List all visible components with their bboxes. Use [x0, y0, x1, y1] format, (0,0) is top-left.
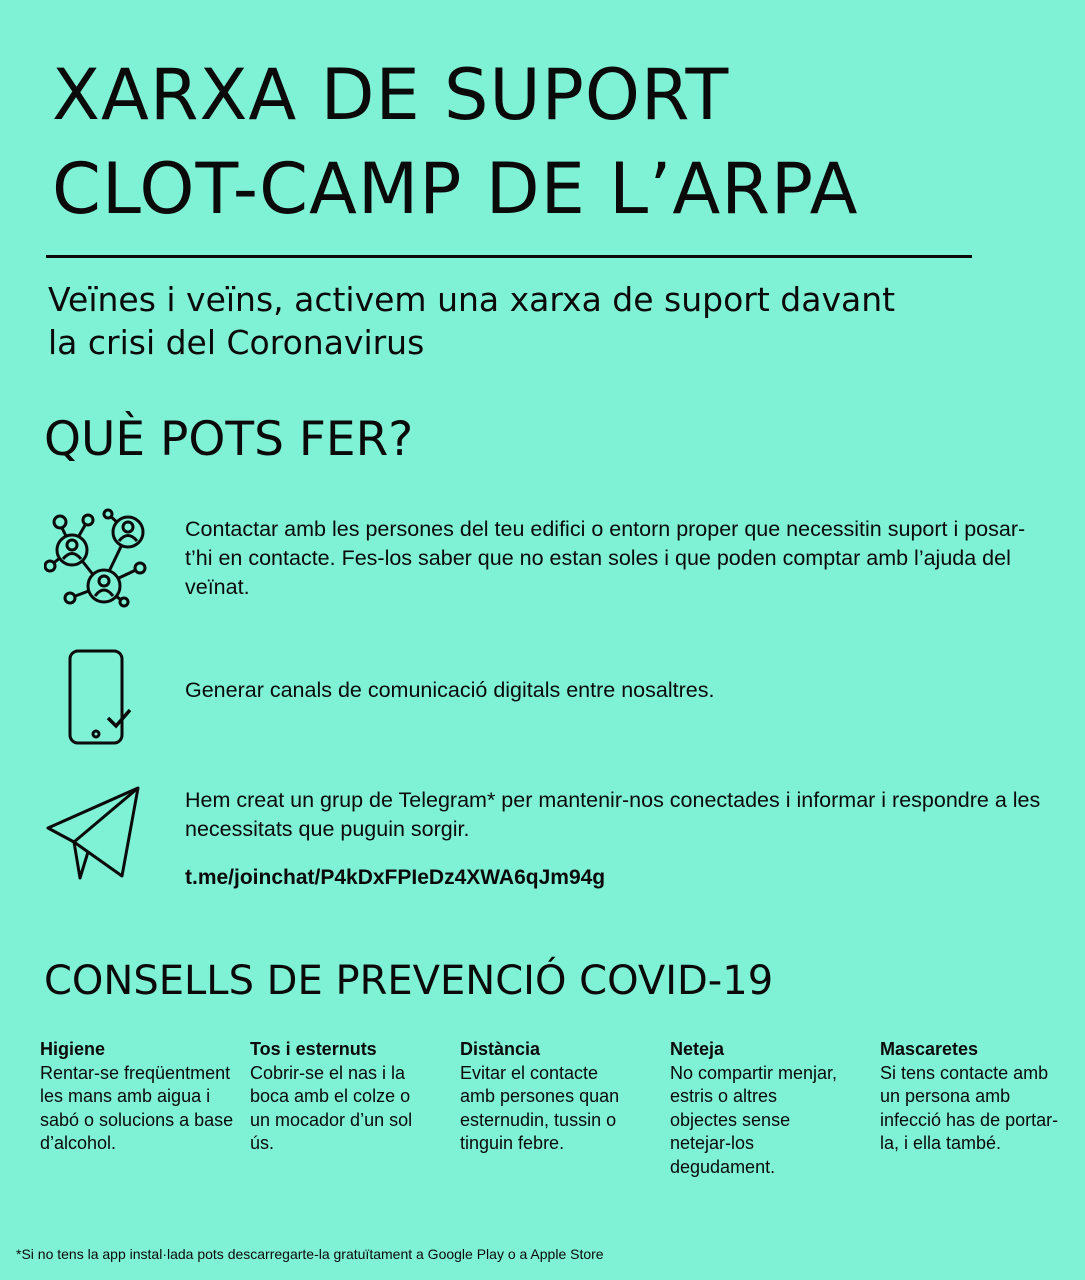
actions-section-title: QUÈ POTS FER? [44, 412, 414, 467]
tip-cleaning [670, 1038, 840, 1179]
tip-title: Distància [460, 1039, 541, 1059]
tip-title: Neteja [670, 1039, 725, 1059]
tip-body: No compartir menjar, estris o altres objectes sense netejar-los degudament. [670, 1062, 838, 1177]
tip-masks [880, 1038, 1060, 1156]
telegram-paper-plane-icon [44, 784, 144, 884]
tip-body: Cobrir-se el nas i la boca amb el colze o un mocador d’un sol ús. [250, 1062, 413, 1153]
tip-title: Tos i esternuts [250, 1039, 377, 1059]
action-contact-neighbours: Contactar amb les persones del teu edifici o entorn proper que necessitin suport i posar-t’hi en contacte. Fes-los saber que no estan soles i que poden comptar amb l’ajuda del veïnat. [185, 517, 1026, 599]
tip-body: Evitar el contacte amb persones quan esternudin, tussin o tinguin febre. [460, 1062, 620, 1153]
tip-title: Higiene [40, 1039, 106, 1059]
tip-cough-sneeze [250, 1038, 420, 1156]
title-line-2: CLOT-CAMP DE L’ARPA [52, 148, 859, 230]
subtitle [48, 278, 1008, 364]
tip-body: Rentar-se freqüentment les mans amb aigua i sabó o solucions a base d’alcohol. [40, 1062, 234, 1153]
poster-title [52, 48, 858, 236]
tip-body: Si tens contacte amb un persona amb infecció has de portar-la, i ella també. [880, 1062, 1059, 1153]
network-people-icon [44, 508, 148, 608]
title-divider [46, 255, 972, 258]
telegram-link[interactable]: t.me/joinchat/P4kDxFPIeDz4XWA6qJm94g [185, 866, 606, 889]
footnote: *Si no tens la app instal·lada pots descarregarte-la gratuïtament a Google Play o a Apple Store [16, 1246, 604, 1262]
subtitle-line-2: la crisi del Coronavirus [48, 323, 425, 362]
tip-hygiene [40, 1038, 240, 1156]
subtitle-line-1: Veïnes i veïns, activem una xarxa de suport davant [48, 280, 896, 319]
action-telegram-group: Hem creat un grup de Telegram* per mantenir-nos conectades i informar i respondre a les necessitats que puguin sorgir. [185, 788, 1041, 841]
tip-title: Mascaretes [880, 1039, 979, 1059]
title-line-1: XARXA DE SUPORT [52, 54, 730, 136]
smartphone-check-icon [66, 648, 134, 746]
tips-section-title: CONSELLS DE PREVENCIÓ COVID-19 [44, 958, 774, 1004]
action-digital-channels: Generar canals de comunicació digitals entre nosaltres. [185, 678, 715, 702]
tip-distance [460, 1038, 630, 1156]
